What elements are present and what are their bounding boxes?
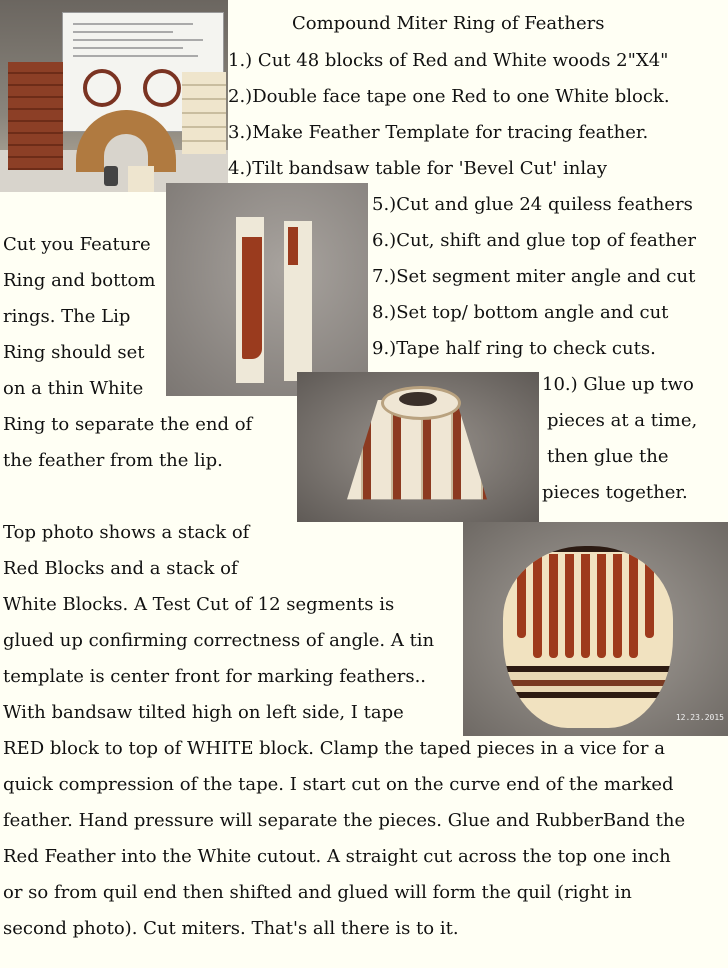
step-10-line-2: pieces at a time, (547, 410, 698, 431)
description-line-10: Red Feather into the White cutout. A straight cut across the top one inch (3, 846, 671, 867)
step-8: 8.)Set top/ bottom angle and cut (372, 302, 669, 323)
left-note-line-5: on a thin White (3, 378, 144, 399)
description-line-7: RED block to top of WHITE block. Clamp the taped pieces in a vice for a (3, 738, 665, 759)
photo-stamp: 12.23.2015 (675, 713, 724, 722)
left-note-line-3: rings. The Lip (3, 306, 131, 327)
step-4: 4.)Tilt bandsaw table for 'Bevel Cut' inlay (228, 158, 607, 179)
page-title: Compound Miter Ring of Feathers (292, 13, 605, 34)
description-line-12: second photo). Cut miters. That's all there is to it. (3, 918, 459, 939)
white-block-stack (182, 72, 226, 154)
photo-finished-vase (463, 522, 728, 736)
description-line-5: template is center front for marking feathers.. (3, 666, 427, 687)
step-6: 6.)Cut, shift and glue top of feather (372, 230, 696, 251)
description-line-2: Red Blocks and a stack of (3, 558, 238, 579)
vase (503, 546, 673, 728)
left-note-line-4: Ring should set (3, 342, 145, 363)
step-10: 10.) Glue up two (542, 374, 694, 395)
description-line-11: or so from quil end then shifted and glued will form the quil (right in (3, 882, 632, 903)
red-block-stack (8, 62, 63, 170)
description-line-3: White Blocks. A Test Cut of 12 segments is (3, 594, 395, 615)
step-2: 2.)Double face tape one Red to one White block. (228, 86, 670, 107)
description-line-6: With bandsaw tilted high on left side, I tape (3, 702, 404, 723)
step-10-line-4: pieces together. (542, 482, 688, 503)
step-7: 7.)Set segment miter angle and cut (372, 266, 696, 287)
photo-block-stacks (0, 0, 228, 192)
description-line-8: quick compression of the tape. I start cut on the curve end of the marked (3, 774, 674, 795)
left-note-line-1: Cut you Feature (3, 234, 151, 255)
description-line-1: Top photo shows a stack of (3, 522, 250, 543)
step-1: 1.) Cut 48 blocks of Red and White woods 2"X4" (228, 50, 669, 71)
photo-feather-pieces (166, 183, 368, 396)
tin-template (104, 166, 118, 186)
description-line-9: feather. Hand pressure will separate the pieces. Glue and RubberBand the (3, 810, 686, 831)
left-note-line-7: the feather from the lip. (3, 450, 223, 471)
step-5: 5.)Cut and glue 24 quiless feathers (372, 194, 693, 215)
step-3: 3.)Make Feather Template for tracing feather. (228, 122, 649, 143)
description-line-4: glued up confirming correctness of angle. A tin (3, 630, 435, 651)
left-note-line-2: Ring and bottom (3, 270, 156, 291)
step-9: 9.)Tape half ring to check cuts. (372, 338, 656, 359)
left-note-line-6: Ring to separate the end of (3, 414, 253, 435)
photo-feather-ring (297, 372, 539, 522)
step-10-line-3: then glue the (547, 446, 669, 467)
